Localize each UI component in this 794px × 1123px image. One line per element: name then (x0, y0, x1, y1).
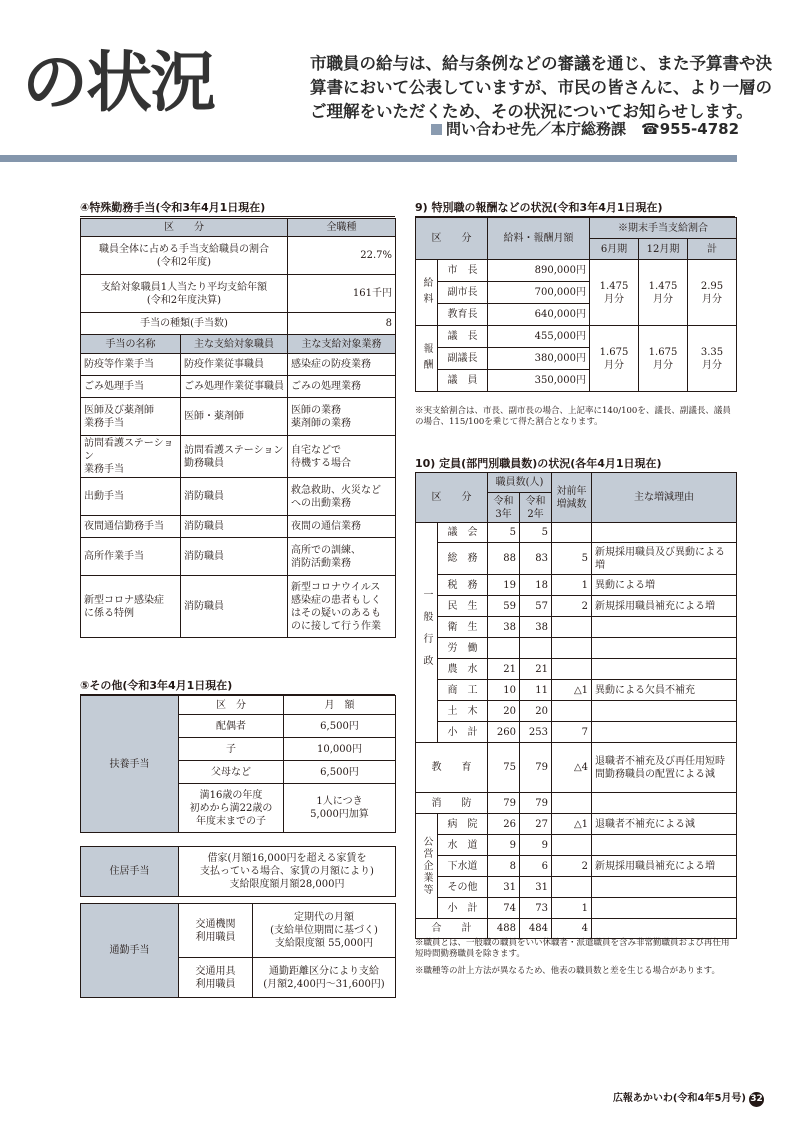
cell: 自宅などで 待機する場合 (288, 436, 396, 478)
cell: 9 (520, 835, 552, 856)
cell: 488 (488, 919, 520, 939)
cell (592, 835, 737, 856)
contact-info (431, 118, 739, 139)
cell: 1.475 月分 (590, 260, 639, 326)
cell: 73 (520, 898, 552, 919)
head-kubun: 区 分 (416, 218, 488, 260)
cell (592, 701, 737, 722)
header-divider (0, 155, 737, 162)
cell: 26 (488, 814, 520, 835)
col-work: 主な支給対象業務 (288, 335, 396, 354)
cell: 消防職員 (181, 516, 288, 538)
cell: 防疫等作業手当 (81, 354, 181, 376)
group-kigyo: 公営企業等 (416, 814, 438, 919)
cell: 民 生 (438, 596, 488, 617)
row2-label: 支給対象職員1人当たり平均支給年額 (令和2年度決算) (81, 275, 288, 313)
cell: 夜間通信勤務手当 (81, 516, 181, 538)
cell: 6 (520, 856, 552, 877)
cell: 21 (488, 659, 520, 680)
table-row (416, 722, 737, 743)
cell: 異動による増 (592, 575, 737, 596)
cell (592, 898, 737, 919)
cell: 1人につき 5,000円加算 (284, 784, 396, 833)
special-post-table (415, 217, 737, 392)
footer (613, 1089, 764, 1107)
cell: 出動手当 (81, 478, 181, 516)
cell: 高所作業手当 (81, 538, 181, 576)
cell: 合 計 (416, 919, 488, 939)
table-row (416, 701, 737, 722)
cell: 議 長 (438, 326, 488, 348)
cell: 交通用具 利用職員 (179, 958, 253, 998)
cell: 484 (520, 919, 552, 939)
cell: 57 (520, 596, 552, 617)
cell: 定期代の月額 (支給単位期間に基づく) 支給限度額 55,000円 (253, 904, 396, 958)
cell: 税 務 (438, 575, 488, 596)
table-row (81, 436, 396, 478)
head-count: 職員数(人) (488, 473, 552, 493)
cell: 新規採用職員補充による増 (592, 856, 737, 877)
page-number: 32 (749, 1092, 764, 1107)
head-reason: 主な増減理由 (592, 473, 737, 523)
cell: 夜間の通信業務 (288, 516, 396, 538)
cell: 消防職員 (181, 576, 288, 638)
table-row (416, 835, 737, 856)
table-row (81, 516, 396, 538)
special-post-note: ※実支給割合は、市長、副市長の場合、上記率に140/100を、議長、副議長、議員の場合、115/100を乗じて得た割合となります。 (415, 406, 731, 427)
cell: 31 (488, 877, 520, 898)
cell: 455,000円 (488, 326, 590, 348)
section-title-staff-count: 10) 定員(部門別職員数)の状況(各年4月1日現在) (415, 455, 735, 473)
row2-value: 161千円 (288, 275, 396, 313)
cell: 高所での訓練、 消防活動業務 (288, 538, 396, 576)
staff-note-1: ※職員とは、一般職の職員をいい休職者・派遣職員を含み非常勤職員および再任用短時間勤務職員を除きます。 (415, 938, 730, 959)
contact-label: 問い合わせ先／本庁総務課 (446, 120, 627, 138)
cell (488, 638, 520, 659)
cell: 74 (488, 898, 520, 919)
cell (552, 617, 592, 638)
cell (592, 722, 737, 743)
cell: 総 務 (438, 543, 488, 575)
table-row (416, 680, 737, 701)
head-r3: 令和 3年 (488, 493, 520, 523)
cell: 水 道 (438, 835, 488, 856)
cell (520, 638, 552, 659)
cell: 父母など (179, 761, 284, 784)
head-bonus: ※期末手当支給割合 (590, 218, 737, 239)
head-total: 計 (688, 239, 737, 260)
table-row (81, 376, 396, 398)
cell: 79 (488, 793, 520, 814)
cell: 10 (488, 680, 520, 701)
cell (592, 919, 737, 939)
head-jun: 6月期 (590, 239, 639, 260)
table-row (416, 898, 737, 919)
cell: 700,000円 (488, 282, 590, 304)
cell: 教 育 (416, 743, 488, 793)
fuyo-head-kubun: 区 分 (179, 696, 284, 715)
cell: 2 (552, 856, 592, 877)
staff-count-table (415, 472, 737, 939)
cell: 医師及び薬剤師 業務手当 (81, 398, 181, 436)
fuyo-label: 扶養手当 (81, 696, 179, 833)
cell (552, 701, 592, 722)
cell: 議 会 (438, 523, 488, 543)
cell (592, 617, 737, 638)
page-title: の状況 (22, 44, 214, 121)
cell: 1.675 月分 (639, 326, 688, 392)
cell: 640,000円 (488, 304, 590, 326)
cell: 土 木 (438, 701, 488, 722)
cell: 副議長 (438, 348, 488, 370)
cell: 退職者不補充及び再任用短時間勤務職員の配置による減 (592, 743, 737, 793)
cell: 9 (488, 835, 520, 856)
cell: 7 (552, 722, 592, 743)
cell (552, 877, 592, 898)
cell: 衛 生 (438, 617, 488, 638)
head-r2: 令和 2年 (520, 493, 552, 523)
cell: 防疫作業従事職員 (181, 354, 288, 376)
cell: 交通機関 利用職員 (179, 904, 253, 958)
cell (592, 638, 737, 659)
table-row (81, 576, 396, 638)
cell: 1 (552, 898, 592, 919)
section-title-special-allowance: ④特殊勤務手当(令和3年4月1日現在) (80, 199, 395, 217)
jukyo-text: 借家(月額16,000円を超える家賃を 支払っている場合、家賃の月額により) 支給限度額月額28,000円 (179, 847, 396, 897)
cell: 新規採用職員及び異動による増 (592, 543, 737, 575)
cell: 79 (520, 793, 552, 814)
cell: 病 院 (438, 814, 488, 835)
cell: 5 (520, 523, 552, 543)
head-dec: 12月期 (639, 239, 688, 260)
intro-text: 市職員の給与は、給与条例などの審議を通じ、また予算書や決算書において公表していますが、市民の皆さんに、より一層のご理解をいただくため、その状況についてお知らせします。 (310, 54, 772, 121)
head-diff: 対前年 増減数 (552, 473, 592, 523)
cell: 小 計 (438, 722, 488, 743)
cell: 1.675 月分 (590, 326, 639, 392)
cell (592, 659, 737, 680)
cell: その他 (438, 877, 488, 898)
cell: 20 (520, 701, 552, 722)
group-ippan: 一般行政 (416, 523, 438, 743)
cell: ごみ処理作業従事職員 (181, 376, 288, 398)
row1-label: 職員全体に占める手当支給職員の割合 (令和2年度) (81, 237, 288, 275)
cell: 訪問看護ステーション 勤務職員 (181, 436, 288, 478)
cell: 消防職員 (181, 538, 288, 576)
table-row (81, 538, 396, 576)
cell: 10,000円 (284, 738, 396, 761)
cell: 小 計 (438, 898, 488, 919)
cell: 救急救助、火災など への出動業務 (288, 478, 396, 516)
cell: 通勤距離区分により支給 (月額2,400円～31,600円) (253, 958, 396, 998)
cell: 890,000円 (488, 260, 590, 282)
cell: 5 (488, 523, 520, 543)
square-bullet-icon (431, 124, 442, 135)
cell (592, 877, 737, 898)
cell: △1 (552, 814, 592, 835)
table-row (81, 478, 396, 516)
cell (592, 523, 737, 543)
cell (552, 638, 592, 659)
cell: 新型コロナ感染症 に係る特例 (81, 576, 181, 638)
table-row (416, 743, 737, 793)
cell: 議 員 (438, 370, 488, 392)
cell: 75 (488, 743, 520, 793)
cell (552, 523, 592, 543)
cell: 20 (488, 701, 520, 722)
fuyo-table (80, 695, 396, 833)
table-row (416, 793, 737, 814)
table-row (416, 543, 737, 575)
head-kubun: 区 分 (416, 473, 488, 523)
cell: △1 (552, 680, 592, 701)
cell: 38 (488, 617, 520, 638)
cell: ごみの処理業務 (288, 376, 396, 398)
cell: 訪問看護ステーション 業務手当 (81, 436, 181, 478)
table-row (416, 575, 737, 596)
table-row (81, 354, 396, 376)
kyuryo-label: 給料 (416, 260, 438, 326)
head-kubun: 区 分 (81, 219, 288, 237)
phone-number[interactable]: ☎955-4782 (641, 120, 739, 138)
cell: 79 (520, 743, 552, 793)
cell: 2 (552, 596, 592, 617)
table-row (416, 596, 737, 617)
cell: 商 工 (438, 680, 488, 701)
cell: 新規採用職員補充による増 (592, 596, 737, 617)
staff-note-2: ※職種等の計上方法が異なるため、他表の職員数と差を生じる場合があります。 (415, 966, 720, 976)
tsukin-table (80, 903, 396, 998)
cell: 88 (488, 543, 520, 575)
cell: 21 (520, 659, 552, 680)
cell: 11 (520, 680, 552, 701)
cell: 1.475 月分 (639, 260, 688, 326)
cell: 下水道 (438, 856, 488, 877)
cell: 5 (552, 543, 592, 575)
fuyo-head-amount: 月 額 (284, 696, 396, 715)
table-row (81, 398, 396, 436)
table-row (416, 856, 737, 877)
cell: 4 (552, 919, 592, 939)
cell: △4 (552, 743, 592, 793)
cell (592, 793, 737, 814)
cell: 27 (520, 814, 552, 835)
jukyo-label: 住居手当 (81, 847, 179, 897)
table-row (416, 638, 737, 659)
footer-text: 広報あかいわ(令和4年5月号) (612, 1093, 746, 1104)
head-pay: 給料・報酬月額 (488, 218, 590, 260)
table-row (416, 659, 737, 680)
cell (552, 793, 592, 814)
row3-label: 手当の種類(手当数) (81, 313, 288, 335)
cell: 労 働 (438, 638, 488, 659)
cell: 2.95 月分 (688, 260, 737, 326)
cell: 子 (179, 738, 284, 761)
cell: 8 (488, 856, 520, 877)
jukyo-table (80, 846, 396, 897)
cell: 6,500円 (284, 761, 396, 784)
special-allowance-table (80, 218, 396, 638)
cell: 退職者不補充による減 (592, 814, 737, 835)
cell: 消 防 (416, 793, 488, 814)
cell: 350,000円 (488, 370, 590, 392)
cell: 3.35 月分 (688, 326, 737, 392)
cell: 異動による欠員不補充 (592, 680, 737, 701)
cell: 医師・薬剤師 (181, 398, 288, 436)
cell: 新型コロナウイルス 感染症の患者もしく はその疑いのあるも のに接して行う作業 (288, 576, 396, 638)
cell: 配偶者 (179, 715, 284, 738)
table-row (416, 919, 737, 939)
section-title-other-allowance: ⑤その他(令和3年4月1日現在) (80, 677, 395, 695)
cell: 1 (552, 575, 592, 596)
cell: 農 水 (438, 659, 488, 680)
cell: 59 (488, 596, 520, 617)
cell: 6,500円 (284, 715, 396, 738)
table-row (416, 814, 737, 835)
section-title-special-post-pay: 9) 特別職の報酬などの状況(令和3年4月1日現在) (415, 199, 735, 217)
cell: 消防職員 (181, 478, 288, 516)
cell: 253 (520, 722, 552, 743)
col-staff: 主な支給対象職員 (181, 335, 288, 354)
head-all: 全職種 (288, 219, 396, 237)
row3-value: 8 (288, 313, 396, 335)
cell: 市 長 (438, 260, 488, 282)
row1-value: 22.7% (288, 237, 396, 275)
cell: 感染症の防疫業務 (288, 354, 396, 376)
table-row (416, 617, 737, 638)
tsukin-label: 通勤手当 (81, 904, 179, 998)
cell: 260 (488, 722, 520, 743)
cell: 満16歳の年度 初めから満22歳の 年度末までの子 (179, 784, 284, 833)
cell: 18 (520, 575, 552, 596)
cell: 380,000円 (488, 348, 590, 370)
cell: 83 (520, 543, 552, 575)
cell (552, 659, 592, 680)
cell: 副市長 (438, 282, 488, 304)
col-name: 手当の名称 (81, 335, 181, 354)
cell: 教育長 (438, 304, 488, 326)
cell: 医師の業務 薬剤師の業務 (288, 398, 396, 436)
table-row (416, 877, 737, 898)
hoshu-label: 報酬 (416, 326, 438, 392)
cell: 31 (520, 877, 552, 898)
cell (552, 835, 592, 856)
cell: 19 (488, 575, 520, 596)
cell: 38 (520, 617, 552, 638)
table-row (416, 523, 737, 543)
cell: ごみ処理手当 (81, 376, 181, 398)
